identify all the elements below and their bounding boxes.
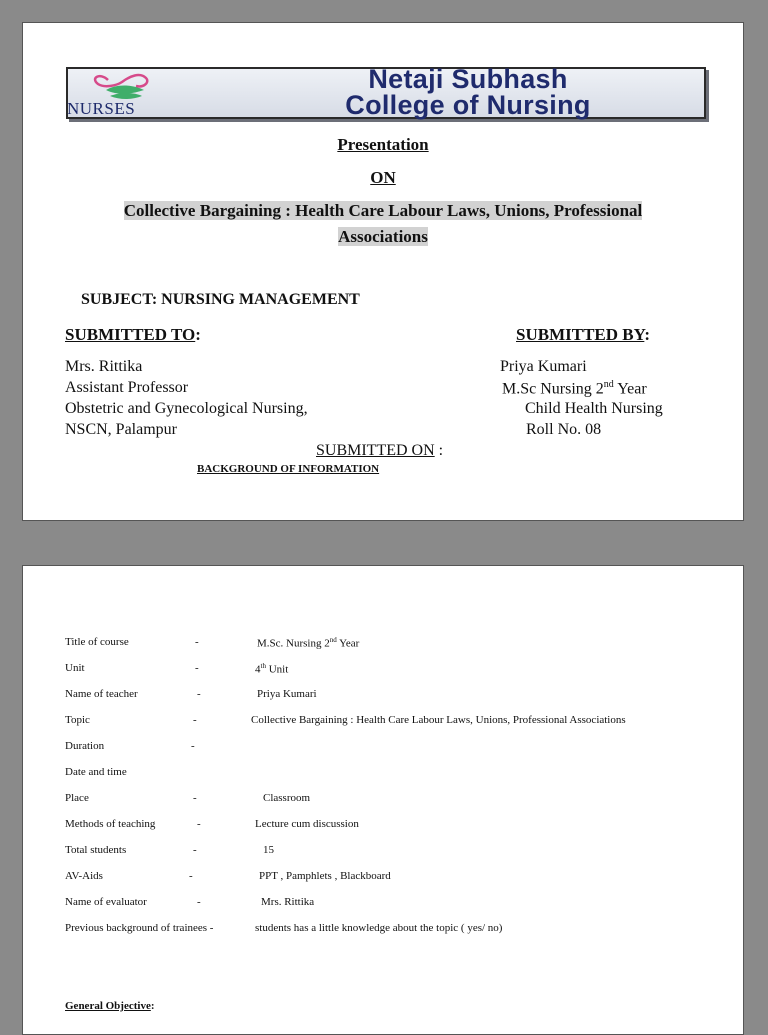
info-row-label: Place xyxy=(65,792,89,804)
info-row-value: 4th Unit xyxy=(255,662,289,676)
info-row-value: Collective Bargaining : Health Care Labour Laws, Unions, Professional Associations xyxy=(251,714,626,726)
topic-line2: Associations xyxy=(338,227,428,246)
general-objective-heading: General Objective: xyxy=(65,1000,155,1012)
on-heading: ON xyxy=(370,168,396,187)
info-row-value: M.Sc. Nursing 2nd Year xyxy=(257,636,360,650)
info-row-dash: - xyxy=(197,818,201,830)
info-row xyxy=(65,662,725,676)
subject-line: SUBJECT: NURSING MANAGEMENT xyxy=(81,291,360,308)
info-row-value: PPT , Pamphlets , Blackboard xyxy=(259,870,391,882)
info-row-label: Name of teacher xyxy=(65,688,138,700)
topic-title xyxy=(63,198,703,250)
info-row xyxy=(65,766,725,780)
info-row xyxy=(65,844,725,858)
info-row-value: Lecture cum discussion xyxy=(255,818,359,830)
submitted-to-name: Mrs. Rittika xyxy=(65,358,143,375)
info-row-label: Total students xyxy=(65,844,127,856)
info-row-dash: - xyxy=(193,792,197,804)
info-row xyxy=(65,792,725,806)
info-row-label: Duration xyxy=(65,740,105,752)
info-row-label: Title of course xyxy=(65,636,129,648)
college-banner xyxy=(66,64,706,120)
topic-line1: Collective Bargaining : Health Care Labour Laws, Unions, Professional xyxy=(123,201,643,220)
info-row-dash: - xyxy=(193,714,197,726)
info-row-value: Mrs. Rittika xyxy=(261,896,315,908)
info-page xyxy=(22,565,744,1035)
info-row-dash: - xyxy=(197,896,201,908)
info-row-value: Classroom xyxy=(263,792,311,804)
info-row xyxy=(65,870,725,884)
presentation-heading: Presentation xyxy=(337,135,429,154)
college-name-line2: College of Nursing xyxy=(345,90,591,120)
submitted-by-name: Priya Kumari xyxy=(500,358,587,375)
info-row xyxy=(65,714,725,728)
submitted-by-specialty: Child Health Nursing xyxy=(525,400,663,417)
info-row xyxy=(65,688,725,702)
submitted-by-roll: Roll No. 08 xyxy=(526,421,602,438)
info-row-value: Priya Kumari xyxy=(257,688,317,700)
submitted-by-heading: SUBMITTED BY: xyxy=(516,325,651,344)
nurses-heart-logo-icon xyxy=(86,70,162,102)
info-row-dash: - xyxy=(197,688,201,700)
college-name xyxy=(238,66,698,118)
info-row-label: Unit xyxy=(65,662,85,674)
info-row-dash: - xyxy=(189,870,193,882)
submitted-by-course: M.Sc Nursing 2nd Year xyxy=(502,379,647,398)
info-row xyxy=(65,636,725,650)
info-row-value: students has a little knowledge about the topic ( yes/ no) xyxy=(255,922,503,934)
info-row-label: Previous background of trainees - xyxy=(65,922,214,934)
submitted-to-heading: SUBMITTED TO: xyxy=(65,325,201,344)
submitted-on-line: SUBMITTED ON : xyxy=(316,442,444,459)
info-row-value: 15 xyxy=(263,844,274,856)
info-row-label: Date and time xyxy=(65,766,127,778)
info-row-label: Name of evaluator xyxy=(65,896,147,908)
info-row-label: AV-Aids xyxy=(65,870,103,882)
info-row-label: Topic xyxy=(65,714,90,726)
info-row-dash: - xyxy=(195,636,199,648)
submitted-to-designation: Assistant Professor xyxy=(65,379,189,396)
background-heading: BACKGROUND OF INFORMATION xyxy=(197,463,380,475)
submitted-to-institute: NSCN, Palampur xyxy=(65,421,177,438)
info-row xyxy=(65,818,725,832)
info-row xyxy=(65,896,725,910)
info-row-label: Methods of teaching xyxy=(65,818,156,830)
info-row-dash: - xyxy=(193,844,197,856)
submitted-to-department: Obstetric and Gynecological Nursing, xyxy=(65,400,308,417)
college-name-line1: Netaji Subhash xyxy=(368,64,568,94)
logo-text: NURSES xyxy=(67,99,136,118)
info-row-dash: - xyxy=(191,740,195,752)
info-row-dash: - xyxy=(195,662,199,674)
cover-page xyxy=(22,22,744,521)
info-row xyxy=(65,922,725,936)
info-row xyxy=(65,740,725,754)
